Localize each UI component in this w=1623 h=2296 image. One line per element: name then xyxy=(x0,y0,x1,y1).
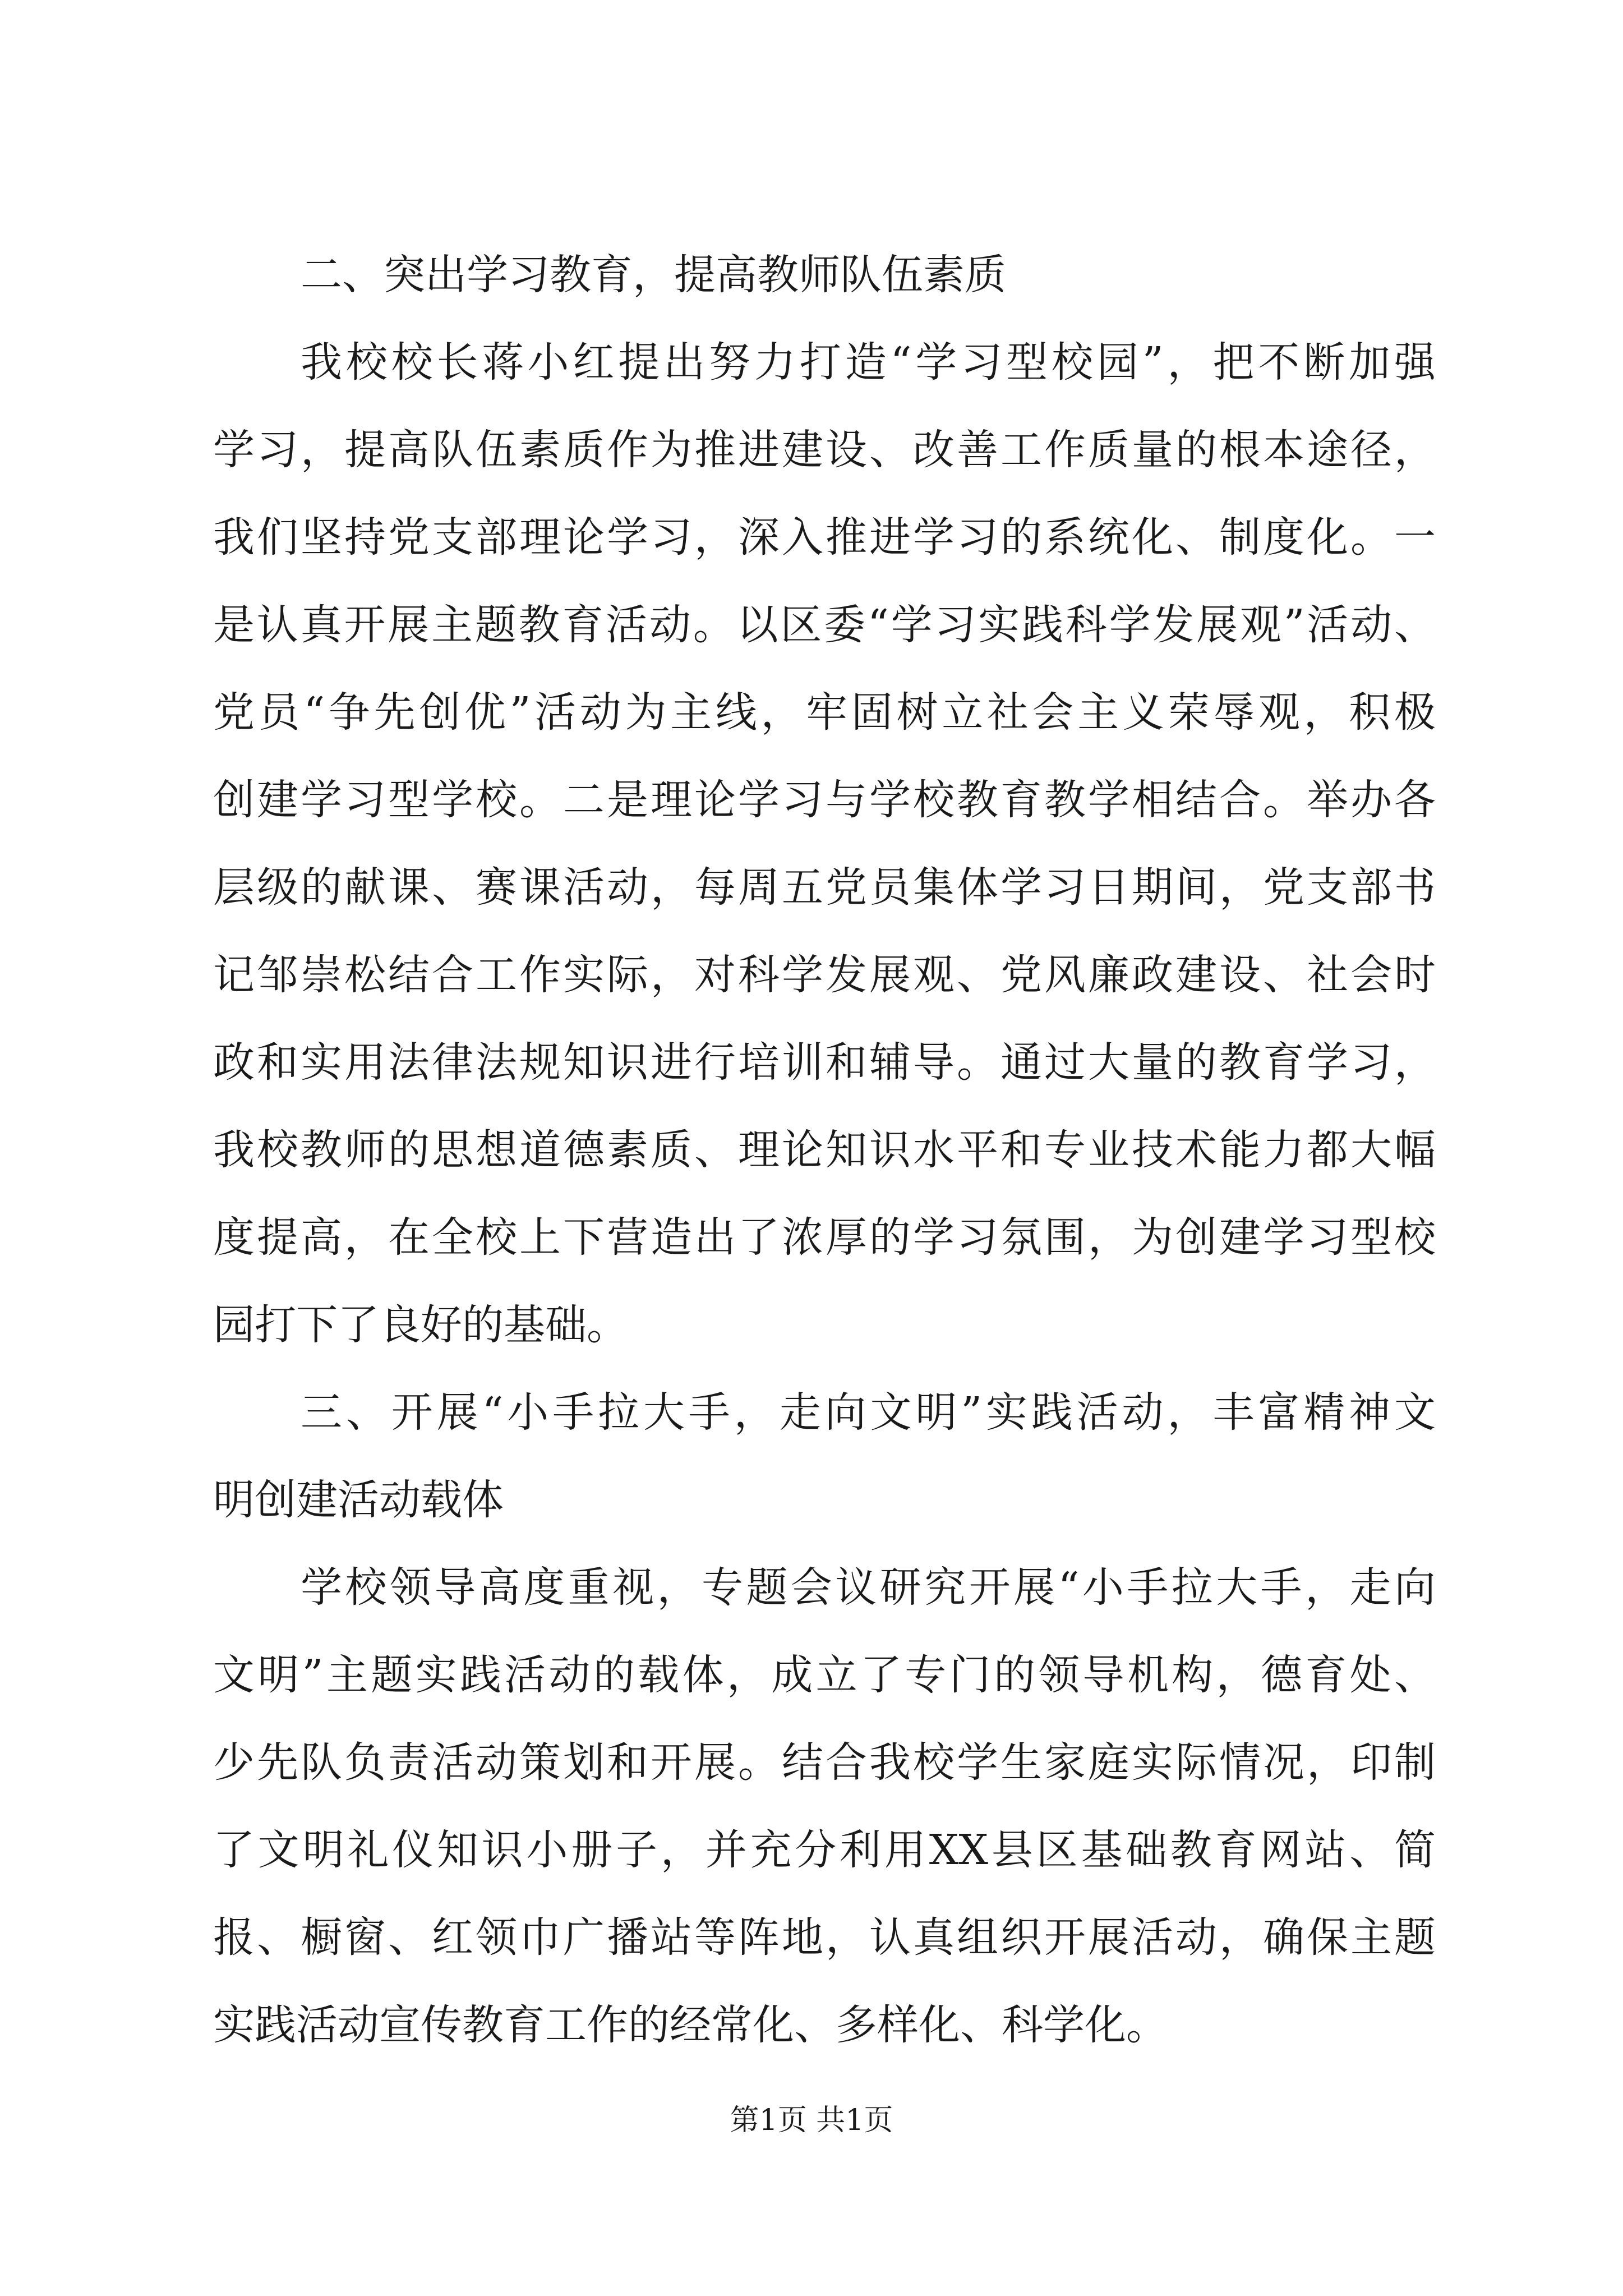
paragraph-line: 园打下了良好的基础。 xyxy=(213,1301,628,1349)
paragraph-line: 少先队负责活动策划和开展。结合我校学生家庭实际情况，印制 xyxy=(213,1738,1436,1787)
page-number-footer: 第1页 共1页 xyxy=(730,2104,893,2137)
paragraph-line: 记邹崇松结合工作实际，对科学发展观、党风廉政建设、社会时 xyxy=(213,951,1436,999)
paragraph-line: 学习，提高队伍素质作为推进建设、改善工作质量的根本途径， xyxy=(213,426,1436,474)
section-heading-2: 二、突出学习教育，提高教师队伍素质 xyxy=(301,251,1006,299)
paragraph-line: 我们坚持党支部理论学习，深入推进学习的系统化、制度化。一 xyxy=(213,513,1436,562)
paragraph-line: 报、橱窗、红领巾广播站等阵地，认真组织开展活动，确保主题 xyxy=(213,1913,1436,1962)
paragraph-line: 政和实用法律法规知识进行培训和辅导。通过大量的教育学习， xyxy=(213,1038,1436,1087)
paragraph-line: 创建学习型学校。二是理论学习与学校教育教学相结合。举办各 xyxy=(213,776,1436,824)
paragraph-line: 文明”主题实践活动的载体，成立了专门的领导机构，德育处、 xyxy=(213,1651,1436,1699)
paragraph-line: 了文明礼仪知识小册子，并充分利用XX县区基础教育网站、简 xyxy=(213,1826,1436,1874)
section-heading-3: 三、开展“小手拉大手，走向文明”实践活动，丰富精神文 xyxy=(301,1388,1436,1437)
paragraph-line: 我校校长蒋小红提出努力打造“学习型校园”，把不断加强 xyxy=(301,338,1436,386)
paragraph-line: 我校教师的思想道德素质、理论知识水平和专业技术能力都大幅 xyxy=(213,1126,1436,1174)
paragraph-line: 党员“争先创优”活动为主线，牢固树立社会主义荣辱观，积极 xyxy=(213,688,1436,737)
paragraph-line: 度提高，在全校上下营造出了浓厚的学习氛围，为创建学习型校 xyxy=(213,1213,1436,1262)
paragraph-line: 学校领导高度重视，专题会议研究开展“小手拉大手，走向 xyxy=(301,1563,1436,1612)
paragraph-line: 是认真开展主题教育活动。以区委“学习实践科学发展观”活动、 xyxy=(213,601,1436,649)
paragraph-line: 层级的献课、赛课活动，每周五党员集体学习日期间，党支部书 xyxy=(213,863,1436,912)
paragraph-line: 实践活动宣传教育工作的经常化、多样化、科学化。 xyxy=(213,2001,1168,2049)
section-heading-3-continued: 明创建活动载体 xyxy=(213,1476,504,1524)
